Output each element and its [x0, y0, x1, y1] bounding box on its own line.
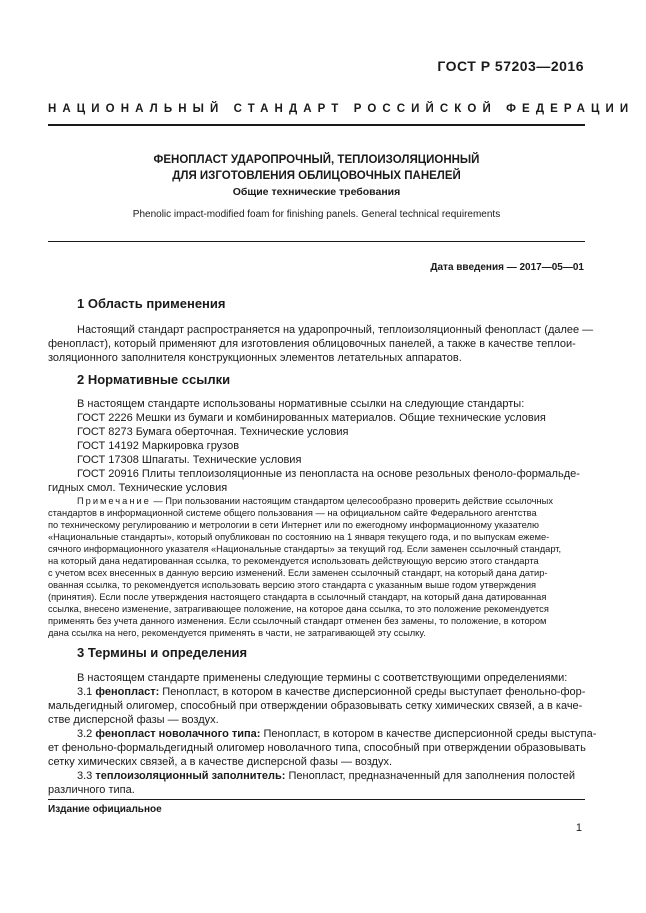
term-3-3 [77, 769, 575, 783]
term-3-2-cont: сетку химических связей, а в качестве дисперсной фазы — воздух. [48, 756, 392, 768]
english-title: Phenolic impact-modified foam for finishing panels. General technical requirements [132, 209, 501, 220]
reference-gost-17308: ГОСТ 17308 Шпагаты. Технические условия [77, 454, 302, 466]
note-line: (принятия). Если после утверждения настоящего стандарта в ссылочный стандарт, на который дана датированная [48, 592, 547, 602]
term-3-1-cont: мальдегидный олигомер, способный при отверждении образовывать сетку химических связей, а в каче- [48, 700, 583, 712]
s3-intro: В настоящем стандарте применены следующие термины с соответствующими определениями: [77, 672, 568, 684]
term-number: 3.2 [77, 728, 96, 740]
note-line: стандартов в информационной системе общего пользования — на официальном сайте Федерального агентства [48, 508, 537, 518]
term-3-1 [77, 685, 585, 699]
s1-line: золяционного заполнителя конструкционных элементов летательных аппаратов. [48, 352, 462, 364]
note-line: по техническому регулированию и метрологии в сети Интернет или по ежегодному информационному указателю [48, 520, 539, 530]
note-line: ованная ссылка, то рекомендуется использовать версию этого стандарта с указанным выше годом утверждения [48, 580, 537, 590]
footer-rule [48, 799, 585, 800]
term-3-3-cont: различного типа. [48, 784, 135, 796]
note-line: сячного информационного указателя «Национальные стандарты» за текущий год. Если заменен ссылочный стандарт, [48, 544, 562, 554]
title-rule [48, 241, 585, 242]
note-label: Примечание [77, 496, 151, 506]
reference-gost-20916: ГОСТ 20916 Плиты теплоизоляционные из пенопласта на основе резольных феноло-формальде- [77, 468, 580, 480]
section-3-heading: 3 Термины и определения [77, 645, 248, 660]
title-line-1: ФЕНОПЛАСТ УДАРОПРОЧНЫЙ, ТЕПЛОИЗОЛЯЦИОННЫЙ [153, 154, 480, 166]
official-edition-label: Издание официальное [48, 804, 162, 815]
note-text: — При пользовании настоящим стандартом целесообразно проверить действие ссылочных [150, 496, 553, 506]
term-3-1-cont: стве дисперсной фазы — воздух. [48, 714, 219, 726]
term-name: фенопласт: [95, 686, 160, 698]
section-1-heading: 1 Область применения [77, 296, 226, 311]
standard-code: ГОСТ Р 57203—2016 [437, 58, 584, 74]
introduction-date: Дата введения — 2017—05—01 [430, 262, 584, 273]
note-line: ссылка, внесено изменение, затрагивающее положение, на которое дана ссылка, то это положение рекомендуется [48, 604, 549, 614]
page-number: 1 [575, 822, 582, 834]
reference-gost-20916-cont: гидных смол. Технические условия [48, 482, 228, 494]
note-line: «Национальные стандарты», который опубликован по состоянию на 1 января текущего года, и по выпускам ежеме- [48, 532, 550, 542]
header-rule [48, 124, 585, 126]
note-line: на который дана недатированная ссылка, то рекомендуется использовать действующую версию этого стандарта [48, 556, 539, 566]
term-definition: Пенопласт, предназначенный для заполнения полостей [285, 770, 576, 782]
reference-gost-2226: ГОСТ 2226 Мешки из бумаги и комбинированных материалов. Общие технические условия [77, 412, 546, 424]
note-line: с учетом всех внесенных в данную версию изменений. Если заменен ссылочный стандарт, на который дана датир- [48, 568, 548, 578]
section-2-heading: 2 Нормативные ссылки [77, 372, 231, 387]
reference-gost-8273: ГОСТ 8273 Бумага оберточная. Технические условия [77, 426, 349, 438]
reference-gost-14192: ГОСТ 14192 Маркировка грузов [77, 440, 240, 452]
s1-line: Настоящий стандарт распространяется на ударопрочный, теплоизоляционный фенопласт (далее — [77, 324, 594, 336]
term-number: 3.3 [77, 770, 96, 782]
term-name: фенопласт новолачного типа: [95, 728, 261, 740]
note-first-line [77, 495, 553, 507]
term-definition: Пенопласт, в котором в качестве дисперсионной среды выступа- [260, 728, 597, 740]
s1-line: фенопласт), который применяют для изготовления облицовочных панелей, а также в качестве теплои- [48, 338, 576, 350]
term-3-2 [77, 727, 596, 741]
term-name: теплоизоляционный заполнитель: [95, 770, 286, 782]
term-definition: Пенопласт, в котором в качестве дисперсионной среды выступает фенольно-фор- [159, 686, 586, 698]
document-subtitle: Общие технические требования [232, 186, 401, 198]
title-line-2: ДЛЯ ИЗГОТОВЛЕНИЯ ОБЛИЦОВОЧНЫХ ПАНЕЛЕЙ [172, 170, 461, 182]
note-line: дана ссылка на него, рекомендуется применять в части, не затрагивающей эту ссылку. [48, 628, 426, 638]
s2-line: В настоящем стандарте использованы нормативные ссылки на следующие стандарты: [77, 398, 525, 410]
term-number: 3.1 [77, 686, 96, 698]
note-line: применять без учета данного изменения. Если ссылочный стандарт отменен без замены, то положение, в котором [48, 616, 547, 626]
term-3-2-cont: ет фенольно-формальдегидный олигомер новолачного типа, способный при отверждении образовывать [48, 742, 586, 754]
national-standard-banner: НАЦИОНАЛЬНЫЙ СТАНДАРТ РОССИЙСКОЙ ФЕДЕРАЦИИ [48, 103, 635, 115]
